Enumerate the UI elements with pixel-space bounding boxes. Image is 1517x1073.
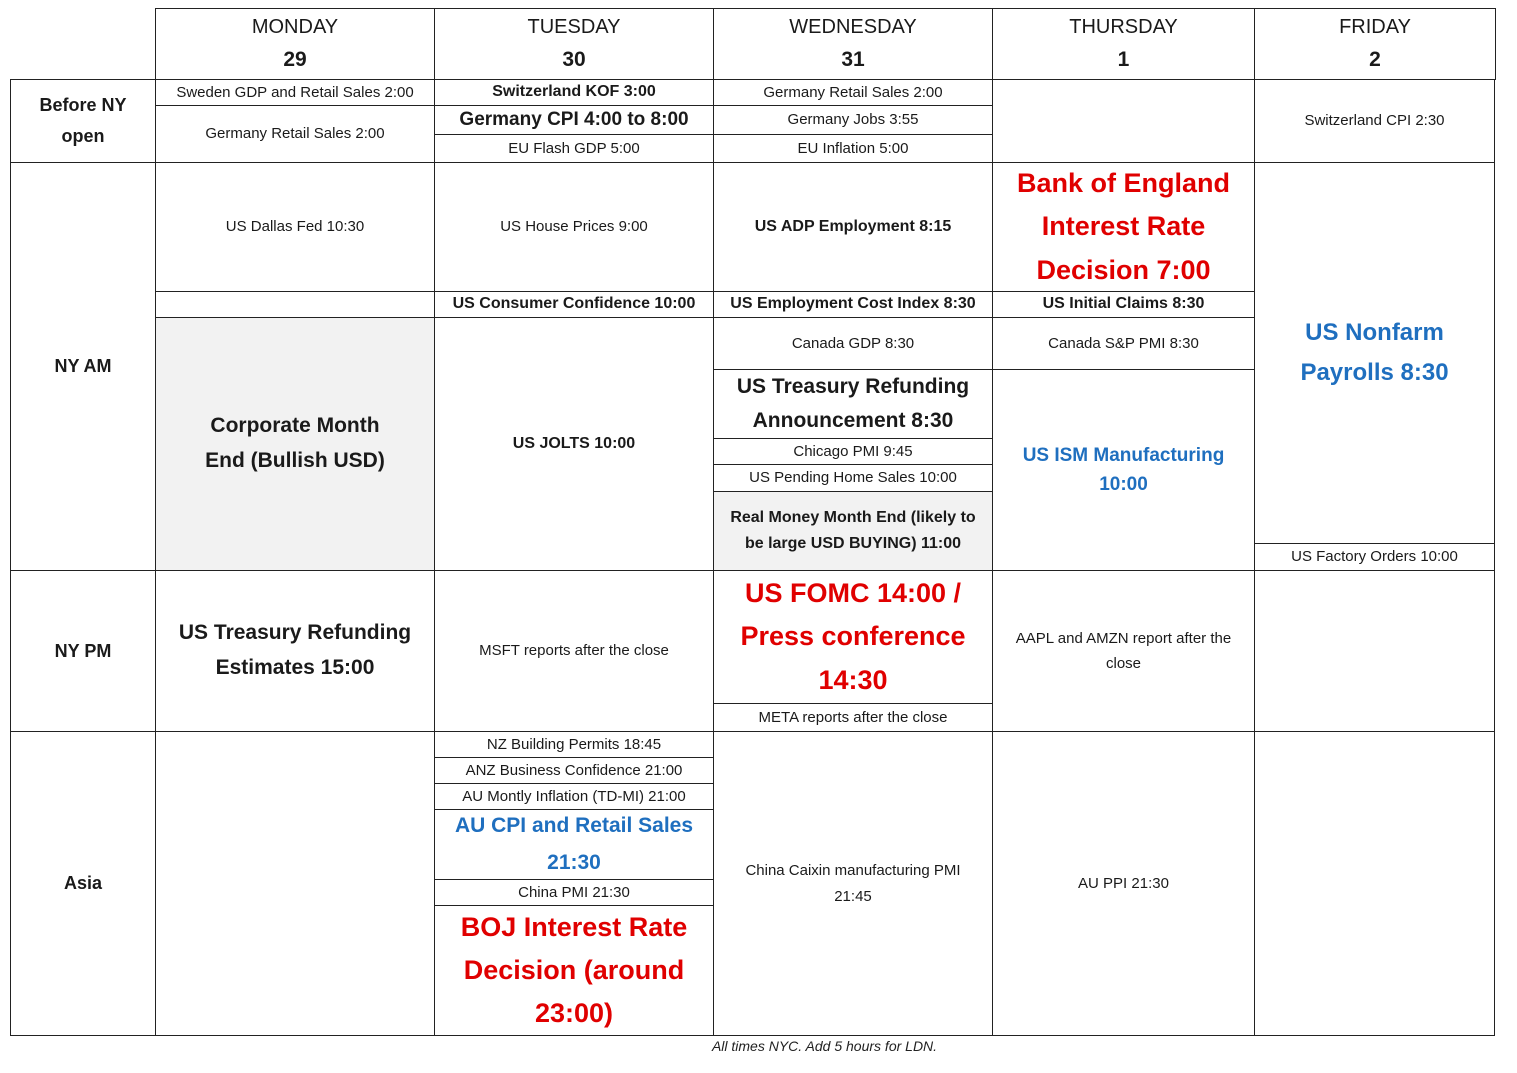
event-us-ism-manufacturing: US ISM Manufacturing 10:00: [993, 370, 1255, 571]
event-us-employment-cost-index: US Employment Cost Index 8:30: [714, 292, 993, 318]
day-date: 30: [562, 48, 586, 72]
row-label-before-ny-open: Before NY open: [11, 80, 156, 163]
event-anz-business-confidence: ANZ Business Confidence 21:00: [435, 758, 714, 784]
event-eu-inflation: EU Inflation 5:00: [714, 135, 993, 163]
timezone-footnote: All times NYC. Add 5 hours for LDN.: [711, 1038, 938, 1054]
day-header-friday: [1255, 9, 1495, 79]
event-eu-flash-gdp: EU Flash GDP 5:00: [435, 135, 714, 163]
event-aapl-amzn-earnings: AAPL and AMZN report after the close: [993, 571, 1255, 732]
day-name: WEDNESDAY: [789, 16, 917, 39]
day-name: THURSDAY: [1069, 16, 1178, 39]
day-date: 1: [1117, 48, 1130, 72]
event-us-treasury-refunding-announcement: US Treasury Refunding Announcement 8:30: [714, 370, 993, 439]
event-germany-cpi: Germany CPI 4:00 to 8:00: [435, 106, 714, 135]
event-corporate-month-end: Corporate Month End (Bullish USD): [156, 318, 435, 571]
day-date: 31: [841, 48, 865, 72]
event-us-fomc: US FOMC 14:00 / Press conference 14:30: [714, 571, 993, 704]
row-label-ny-pm: NY PM: [11, 571, 156, 732]
event-chicago-pmi: Chicago PMI 9:45: [714, 439, 993, 465]
event-germany-retail-sales: Germany Retail Sales 2:00: [156, 106, 435, 163]
event-us-house-prices: US House Prices 9:00: [435, 163, 714, 292]
event-us-dallas-fed: US Dallas Fed 10:30: [156, 163, 435, 292]
empty-slot: [1255, 732, 1495, 1036]
row-label-asia: Asia: [11, 732, 156, 1036]
event-us-nonfarm-payrolls: US Nonfarm Payrolls 8:30: [1255, 163, 1495, 544]
event-sweden-gdp-retail: Sweden GDP and Retail Sales 2:00: [156, 80, 435, 106]
empty-slot: [1255, 571, 1495, 732]
empty-slot: [993, 80, 1255, 163]
day-header-thursday: [993, 9, 1255, 79]
event-canada-gdp: Canada GDP 8:30: [714, 318, 993, 370]
event-us-factory-orders: US Factory Orders 10:00: [1255, 544, 1495, 571]
event-msft-earnings: MSFT reports after the close: [435, 571, 714, 732]
event-au-ppi: AU PPI 21:30: [993, 732, 1255, 1036]
event-us-pending-home-sales: US Pending Home Sales 10:00: [714, 465, 993, 492]
event-germany-jobs: Germany Jobs 3:55: [714, 106, 993, 135]
event-us-consumer-confidence: US Consumer Confidence 10:00: [435, 292, 714, 318]
event-real-money-month-end: Real Money Month End (likely to be large USD BUYING) 11:00: [714, 492, 993, 571]
event-us-treasury-refunding-estimates: US Treasury Refunding Estimates 15:00: [156, 571, 435, 732]
day-name: TUESDAY: [527, 16, 621, 39]
event-boj-rate-decision: BOJ Interest Rate Decision (around 23:00): [435, 906, 714, 1036]
day-header-wednesday: [714, 9, 993, 79]
event-china-pmi: China PMI 21:30: [435, 880, 714, 906]
event-china-caixin-pmi: China Caixin manufacturing PMI 21:45: [714, 732, 993, 1036]
event-switzerland-kof: Switzerland KOF 3:00: [435, 80, 714, 106]
row-label-ny-am: NY AM: [11, 163, 156, 571]
day-header-monday: [156, 9, 435, 79]
event-canada-sp-pmi: Canada S&P PMI 8:30: [993, 318, 1255, 370]
event-au-cpi-retail-sales: AU CPI and Retail Sales 21:30: [435, 810, 714, 880]
day-header-tuesday: [435, 9, 714, 79]
event-us-initial-claims: US Initial Claims 8:30: [993, 292, 1255, 318]
day-date: 29: [283, 48, 307, 72]
day-name: MONDAY: [251, 16, 339, 39]
event-meta-earnings: META reports after the close: [714, 704, 993, 732]
event-us-jolts: US JOLTS 10:00: [435, 318, 714, 571]
event-au-monthly-inflation: AU Montly Inflation (TD-MI) 21:00: [435, 784, 714, 810]
day-name: FRIDAY: [1339, 16, 1411, 39]
empty-slot: [156, 292, 435, 318]
event-boe-rate-decision: Bank of England Interest Rate Decision 7:00: [993, 163, 1255, 292]
event-nz-building-permits: NZ Building Permits 18:45: [435, 732, 714, 758]
event-switzerland-cpi: Switzerland CPI 2:30: [1255, 80, 1495, 163]
event-germany-retail-sales: Germany Retail Sales 2:00: [714, 80, 993, 106]
event-us-adp-employment: US ADP Employment 8:15: [714, 163, 993, 292]
day-date: 2: [1369, 48, 1381, 72]
empty-slot: [156, 732, 435, 1036]
